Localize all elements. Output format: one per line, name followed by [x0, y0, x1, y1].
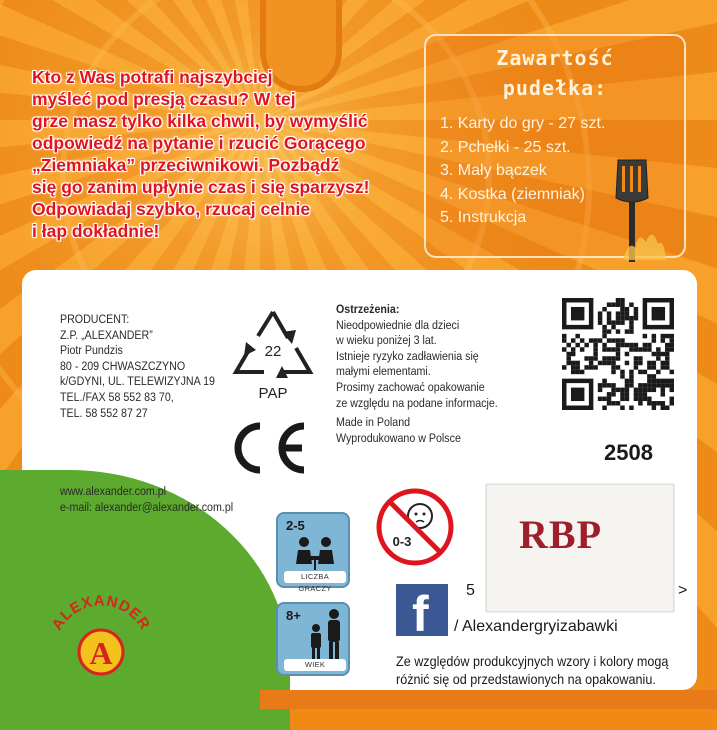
qr-module: [602, 334, 606, 338]
qr-module: [607, 316, 611, 320]
qr-module: [652, 361, 656, 365]
qr-module: [647, 374, 651, 378]
qr-module: [602, 397, 606, 401]
list-item: 4. Kostka (ziemniak): [440, 185, 585, 203]
qr-module: [625, 388, 629, 392]
qr-module: [625, 383, 629, 387]
qr-module: [629, 379, 633, 383]
contents-list: [440, 112, 605, 230]
qr-module: [634, 388, 638, 392]
qr-module: [611, 365, 615, 369]
qr-module: [643, 392, 647, 396]
players-badge: [276, 512, 350, 593]
qr-module: [647, 365, 651, 369]
qr-module: [562, 334, 566, 338]
qr-module: [656, 401, 660, 405]
qr-module: [634, 392, 638, 396]
qr-module: [661, 334, 665, 338]
list-item: 2. Pchełki - 25 szt.: [440, 138, 571, 156]
qr-module: [607, 392, 611, 396]
website-text: www.alexander.com.pl: [60, 484, 167, 498]
qr-module: [616, 298, 620, 302]
qr-module: [562, 338, 566, 342]
qr-module: [575, 343, 579, 347]
qr-module: [629, 329, 633, 333]
qr-module: [634, 365, 638, 369]
qr-module: [575, 365, 579, 369]
qr-module: [616, 302, 620, 306]
list-item: 5. Instrukcja: [440, 209, 527, 226]
qr-module: [589, 361, 593, 365]
qr-module: [598, 316, 602, 320]
qr-module: [607, 401, 611, 405]
qr-module: [629, 320, 633, 324]
qr-module: [661, 383, 665, 387]
qr-module: [634, 311, 638, 315]
qr-module: [652, 338, 656, 342]
qr-module: [571, 361, 575, 365]
qr-module: [647, 379, 651, 383]
qr-module: [607, 311, 611, 315]
box-edge: [260, 690, 717, 709]
qr-module: [620, 343, 624, 347]
qr-module: [566, 356, 570, 360]
qr-module: [643, 347, 647, 351]
qr-module: [620, 397, 624, 401]
qr-module: [670, 370, 674, 374]
logo-text: ALEXANDER: [48, 592, 154, 634]
qr-module: [652, 401, 656, 405]
qr-module: [616, 352, 620, 356]
qr-module: [625, 307, 629, 311]
qr-module: [629, 383, 633, 387]
players-count: 2-5: [286, 518, 305, 533]
qr-module: [580, 338, 584, 342]
qr-module: [661, 388, 665, 392]
qr-module: [656, 379, 660, 383]
qr-module: [670, 388, 674, 392]
qr-module: [661, 352, 665, 356]
qr-module: [575, 334, 579, 338]
qr-module: [616, 343, 620, 347]
qr-module: [584, 365, 588, 369]
qr-module: [616, 338, 620, 342]
qr-module: [647, 397, 651, 401]
age-badge: [276, 602, 350, 676]
qr-module: [593, 338, 597, 342]
qr-module: [638, 401, 642, 405]
facebook-icon: f: [396, 584, 448, 636]
qr-module: [638, 397, 642, 401]
qr-module: [625, 311, 629, 315]
qr-module: [571, 307, 584, 320]
facebook-handle: / Alexandergryizabawki: [454, 618, 618, 635]
qr-module: [670, 338, 674, 342]
qr-module: [616, 311, 620, 315]
qr-module: [620, 311, 624, 315]
qr-module: [616, 365, 620, 369]
qr-module: [602, 325, 606, 329]
qr-module: [661, 361, 665, 365]
contents-title: Zawartość: [496, 46, 614, 70]
qr-module: [625, 343, 629, 347]
qr-module: [580, 347, 584, 351]
players-caption: LICZBA GRACZY: [284, 571, 346, 583]
qr-module: [634, 361, 638, 365]
qr-module: [607, 383, 611, 387]
qr-module: [611, 325, 615, 329]
qr-module: [616, 316, 620, 320]
family-icon: [308, 608, 346, 662]
producer-contact: [60, 484, 233, 515]
product-code: 2508: [604, 440, 653, 465]
qr-module: [616, 356, 620, 360]
qr-module: [625, 361, 629, 365]
qr-module: [643, 334, 647, 338]
qr-module: [634, 397, 638, 401]
qr-module: [643, 388, 647, 392]
qr-module: [611, 388, 615, 392]
qr-module: [634, 307, 638, 311]
qr-module: [647, 361, 651, 365]
qr-module: [638, 383, 642, 387]
qr-module: [616, 347, 620, 351]
list-item: 3. Mały bączek: [440, 162, 547, 179]
qr-module: [611, 392, 615, 396]
qr-module: [670, 379, 674, 383]
brand-green-shape: [150, 590, 290, 730]
qr-module: [620, 316, 624, 320]
qr-module: [656, 370, 660, 374]
qr-module: [584, 343, 588, 347]
qr-module: [665, 356, 669, 360]
qr-module: [629, 316, 633, 320]
qr-module: [620, 298, 624, 302]
qr-module: [643, 383, 647, 387]
qr-module: [584, 356, 588, 360]
contents-title: pudełka:: [502, 76, 608, 100]
qr-module: [575, 361, 579, 365]
qr-module: [611, 401, 615, 405]
promo-text: Kto z Was potrafi najszybciej myśleć pod presją czasu? W tej grze masz tylko kilka chwil, by wymyślić odpowiedź na pytanie i rzucić Gorącego „Ziemniaka” przeciwnikowi. Pozbądź się go zanim upłynie czas i się sparzysz! Odpowiadaj szybko, rzucaj celnie i łap dokładnie!: [32, 67, 370, 241]
qr-module: [625, 379, 629, 383]
qr-module: [665, 343, 669, 347]
qr-module: [607, 347, 611, 351]
qr-module: [589, 356, 593, 360]
qr-module: [598, 388, 602, 392]
recycling-label: PAP: [258, 385, 288, 402]
qr-module: [571, 388, 584, 401]
qr-module: [629, 343, 633, 347]
qr-module: [611, 347, 615, 351]
qr-module: [647, 343, 651, 347]
qr-module: [598, 383, 602, 387]
qr-module: [602, 356, 606, 360]
qr-module: [647, 401, 651, 405]
qr-module: [656, 356, 660, 360]
qr-module: [598, 361, 602, 365]
qr-module: [602, 329, 606, 333]
qr-module: [593, 343, 597, 347]
qr-module: [607, 329, 611, 333]
qr-module: [652, 352, 656, 356]
qr-module: [620, 388, 624, 392]
qr-module: [566, 343, 570, 347]
qr-module: [625, 392, 629, 396]
qr-module: [620, 370, 624, 374]
qr-module: [593, 347, 597, 351]
qr-module: [620, 392, 624, 396]
qr-module: [656, 352, 660, 356]
qr-module: [656, 347, 660, 351]
qr-module: [652, 406, 656, 410]
email-text: e-mail: alexander@alexander.com.pl: [60, 499, 234, 514]
qr-module: [562, 365, 566, 369]
qr-module: [652, 383, 656, 387]
qr-module: [571, 338, 575, 342]
qr-module: [575, 370, 579, 374]
qr-module: [661, 392, 665, 396]
qr-module: [665, 334, 669, 338]
qr-module: [665, 352, 669, 356]
qr-module: [638, 370, 642, 374]
qr-module: [638, 388, 642, 392]
age-rating: 8+: [286, 608, 301, 623]
warning-title: Ostrzeżenia:: [336, 302, 400, 316]
qr-module: [598, 320, 602, 324]
qr-module: [665, 406, 669, 410]
qr-module: [602, 307, 606, 311]
qr-module: [665, 383, 669, 387]
qr-module: [611, 361, 615, 365]
qr-module: [652, 374, 656, 378]
qr-module: [629, 406, 633, 410]
logo-letter: A: [89, 635, 113, 671]
qr-module: [611, 370, 615, 374]
qr-module: [652, 365, 656, 369]
qr-module: [593, 352, 597, 356]
qr-module: [611, 356, 615, 360]
qr-module: [629, 370, 633, 374]
qr-module: [607, 320, 611, 324]
qr-module: [616, 388, 620, 392]
flame-icon: [618, 220, 668, 260]
qr-module: [598, 397, 602, 401]
qr-module: [620, 374, 624, 378]
qr-module: [625, 397, 629, 401]
qr-module: [661, 379, 665, 383]
qr-module: [602, 361, 606, 365]
qr-module: [571, 370, 575, 374]
qr-module: [616, 401, 620, 405]
qr-module: [629, 302, 633, 306]
ce-mark-icon: [226, 418, 312, 478]
qr-module: [670, 383, 674, 387]
qr-module: [602, 406, 606, 410]
qr-module: [589, 338, 593, 342]
price-sticker-text: RBP: [519, 512, 602, 557]
qr-module: [661, 365, 665, 369]
qr-module: [629, 374, 633, 378]
qr-module: [593, 365, 597, 369]
qr-module: [620, 302, 624, 306]
qr-module: [670, 343, 674, 347]
qr-module: [629, 325, 633, 329]
qr-module: [562, 347, 566, 351]
qr-module: [638, 356, 642, 360]
qr-module: [580, 370, 584, 374]
qr-module: [598, 338, 602, 342]
qr-module: [598, 311, 602, 315]
qr-module: [638, 392, 642, 396]
qr-module: [620, 338, 624, 342]
qr-module: [607, 302, 611, 306]
qr-module: [611, 302, 615, 306]
qr-module: [620, 406, 624, 410]
qr-module: [620, 320, 624, 324]
qr-module: [625, 352, 629, 356]
qr-module: [665, 379, 669, 383]
list-item: 1. Karty do gry - 27 szt.: [440, 115, 606, 132]
qr-module: [647, 388, 651, 392]
qr-module: [643, 343, 647, 347]
qr-module: [602, 379, 606, 383]
age-warning-icon: [374, 486, 456, 568]
qr-module: [611, 320, 615, 324]
alexander-logo: [38, 570, 164, 690]
age-caption: WIEK: [284, 659, 346, 671]
qr-module: [607, 397, 611, 401]
qr-module: [656, 383, 660, 387]
qr-module: [661, 406, 665, 410]
qr-module: [661, 338, 665, 342]
qr-module: [670, 397, 674, 401]
qr-module: [634, 347, 638, 351]
qr-module: [652, 388, 656, 392]
qr-module: [643, 370, 647, 374]
age-warning-label: 0-3: [392, 534, 412, 549]
qr-module: [670, 347, 674, 351]
qr-module: [625, 329, 629, 333]
qr-module: [571, 352, 575, 356]
qr-module: [571, 347, 575, 351]
qr-module: [665, 347, 669, 351]
qr-module: [607, 338, 611, 342]
qr-module: [652, 307, 665, 320]
qr-module: [661, 401, 665, 405]
qr-module: [665, 365, 669, 369]
qr-module: [634, 316, 638, 320]
qr-module: [643, 397, 647, 401]
qr-module: [593, 356, 597, 360]
qr-module: [670, 401, 674, 405]
qr-module: [611, 383, 615, 387]
qr-module: [566, 352, 570, 356]
qr-module: [616, 320, 620, 324]
qr-module: [638, 361, 642, 365]
qr-module: [602, 343, 606, 347]
qr-module: [638, 347, 642, 351]
qr-code: [562, 298, 674, 410]
qr-module: [602, 347, 606, 351]
qr-module: [647, 383, 651, 387]
price-sticker: [486, 484, 674, 612]
qr-module: [616, 329, 620, 333]
qr-module: [634, 343, 638, 347]
qr-module: [602, 383, 606, 387]
qr-module: [589, 365, 593, 369]
qr-module: [566, 361, 570, 365]
recycling-icon: [230, 306, 316, 402]
recycling-number: 22: [264, 343, 282, 360]
barcode-digit: >: [678, 582, 688, 599]
qr-module: [611, 338, 615, 342]
qr-module: [652, 379, 656, 383]
producer-address: PRODUCENT: Z.P. „ALEXANDER” Piotr Pundzis 80 - 209 CHWASZCZYNO k/GDYNI, UL. TELEWIZYJNA 19 TEL./FAX 58 552 83 70, TEL. 58 552 87 27: [60, 312, 215, 420]
svg-text:ALEXANDER: [49, 592, 154, 633]
qr-module: [607, 356, 611, 360]
qr-module: [620, 307, 624, 311]
qr-module: [634, 356, 638, 360]
players-icon: [290, 534, 340, 574]
disclaimer-text: Ze względów produkcyjnych wzory i kolory mogą różnić się od przedstawionych na opakowaniu.: [396, 653, 669, 687]
qr-module: [571, 365, 575, 369]
qr-module: [647, 347, 651, 351]
qr-module: [625, 316, 629, 320]
barcode-digit: 5: [466, 582, 475, 599]
qr-module: [652, 334, 656, 338]
qr-module: [665, 361, 669, 365]
qr-module: [607, 361, 611, 365]
qr-module: [629, 347, 633, 351]
qr-module: [670, 334, 674, 338]
warning-block: Ostrzeżenia: Nieodpowiednie dla dzieci w wieku poniżej 3 lat. Istnieje ryzyko zadławienia się małymi elementami. Prosimy zachować opakowanie ze względu na podane informacje. Made in Poland Wyprodukowano w Polsce: [336, 302, 498, 445]
